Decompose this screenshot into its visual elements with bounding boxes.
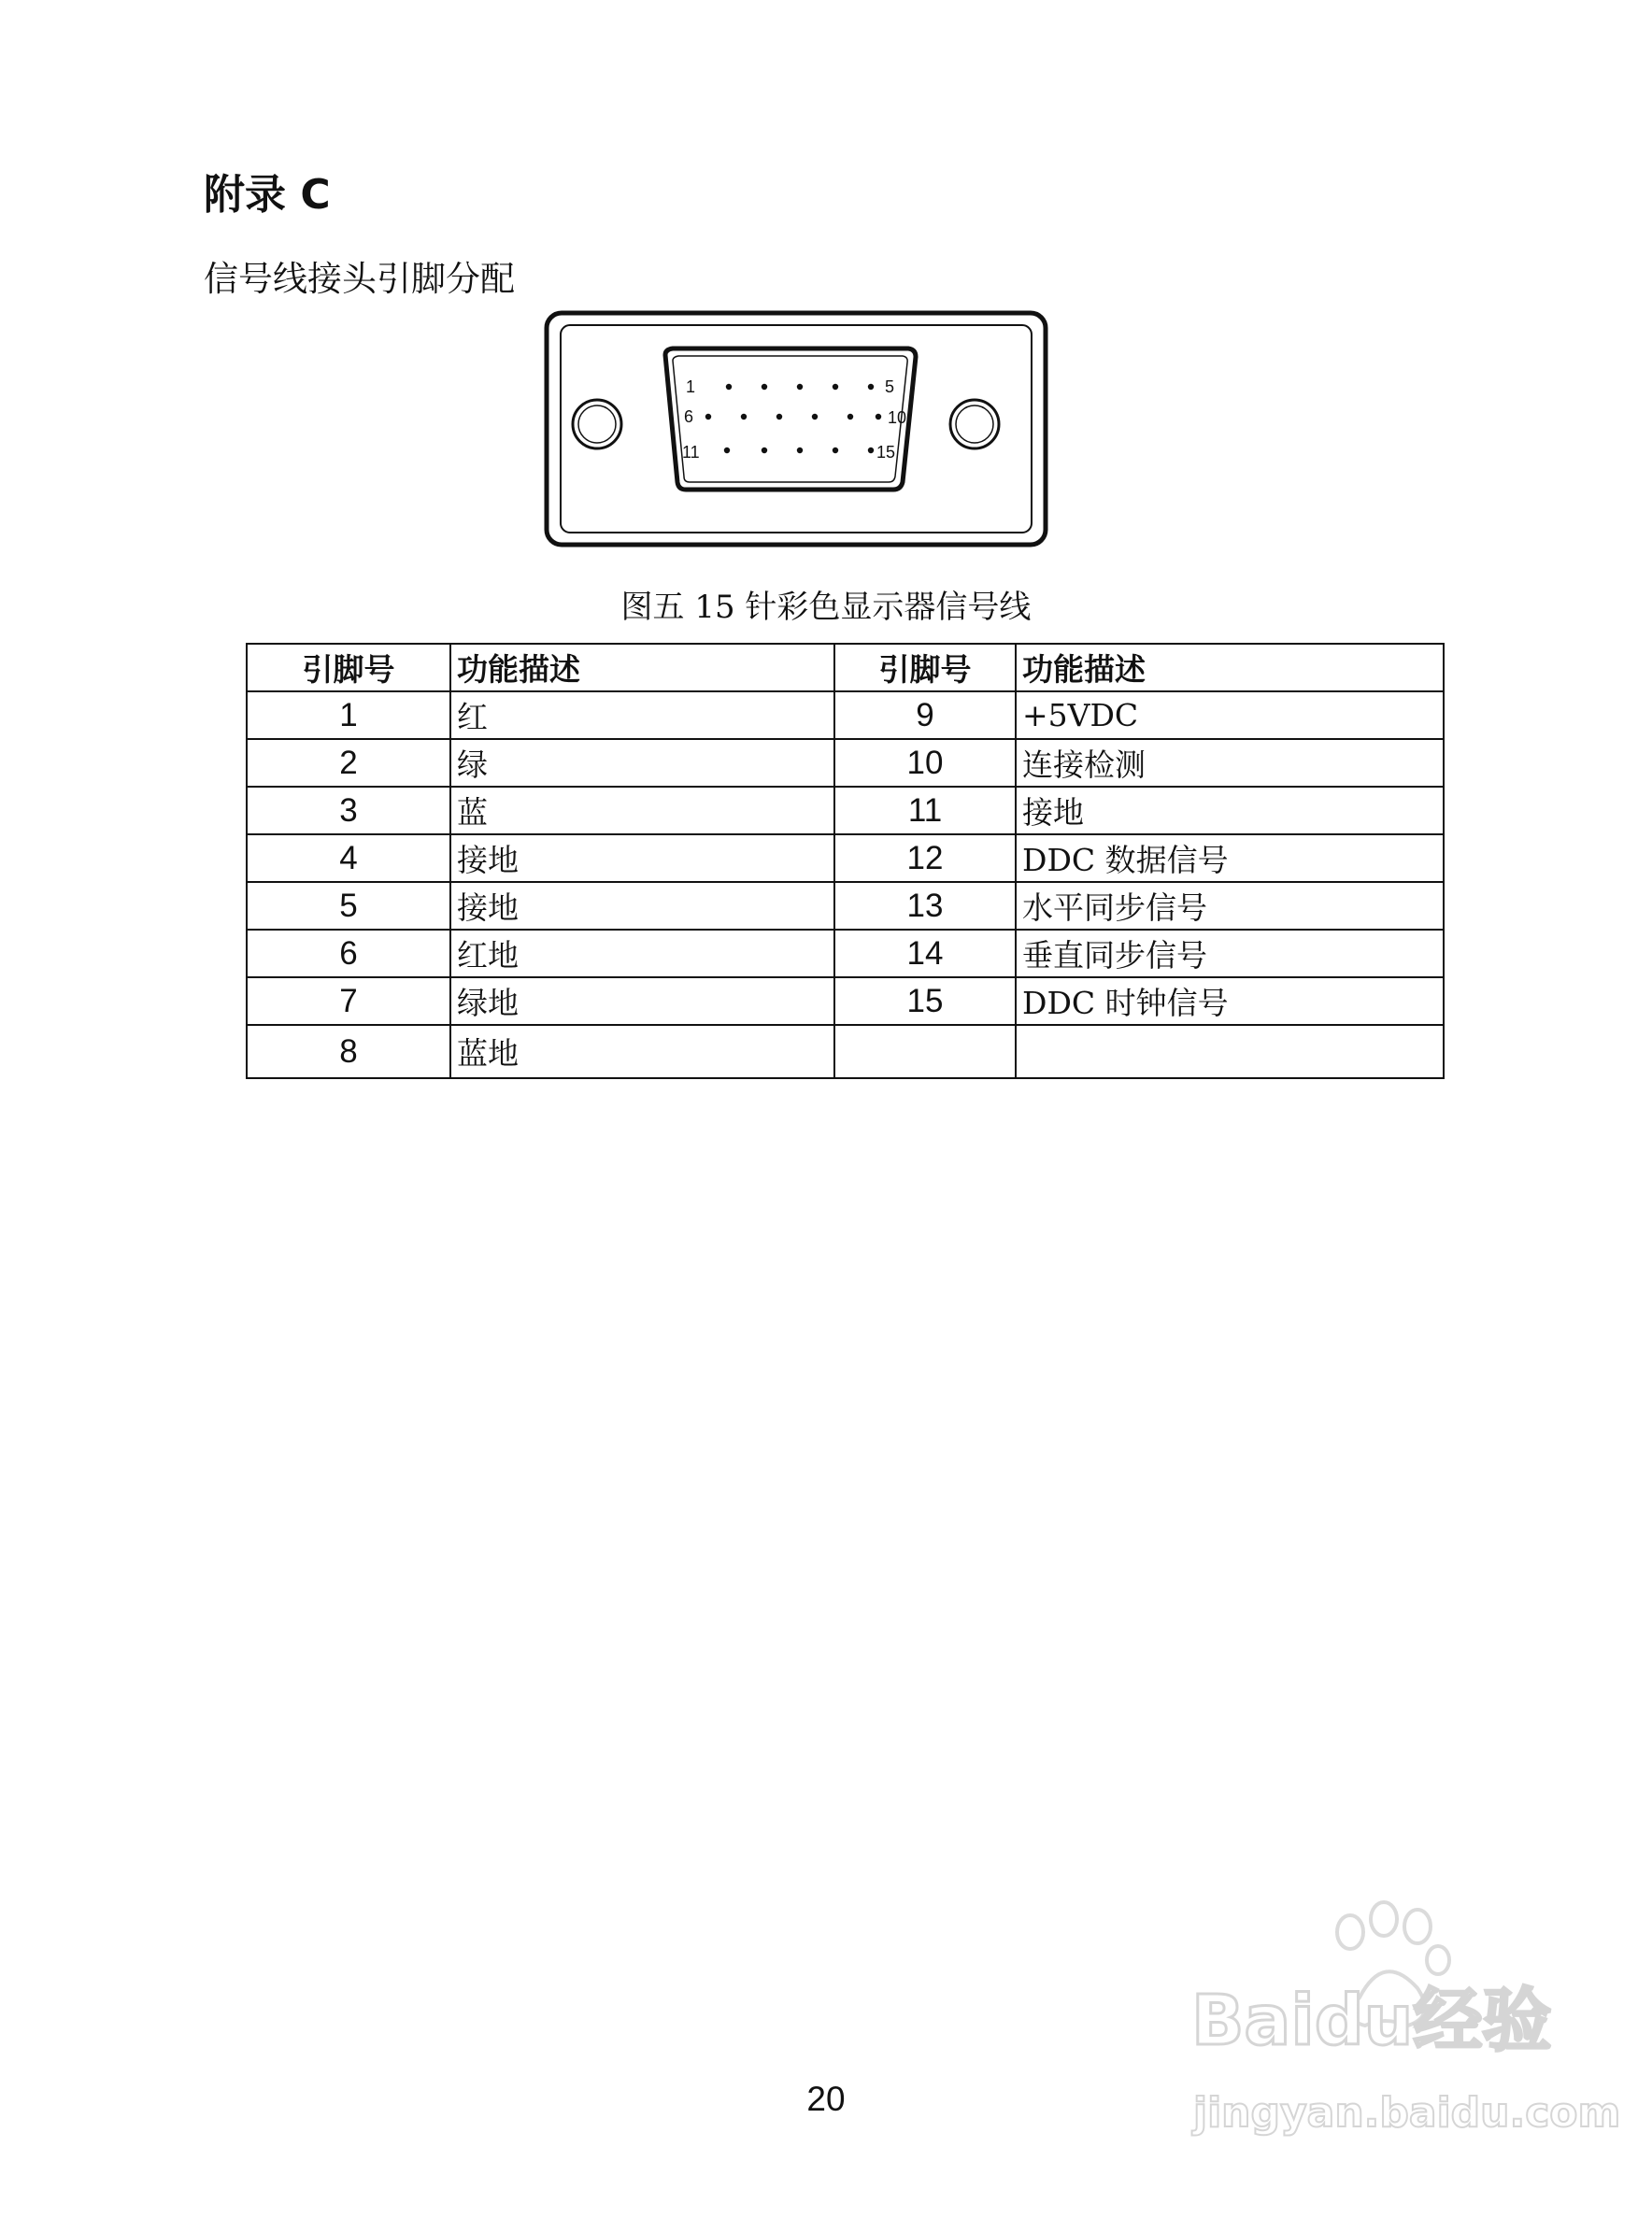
pin-function: 水平同步信号 xyxy=(1016,882,1444,930)
pin-function: 蓝 xyxy=(450,787,834,834)
pin-number: 14 xyxy=(834,930,1016,977)
watermark-logo: Baidu经验 xyxy=(1191,1981,1552,2061)
pin-label-1: 1 xyxy=(686,377,696,396)
pin-function: 垂直同步信号 xyxy=(1016,930,1444,977)
pin-number: 9 xyxy=(834,691,1016,739)
table-row xyxy=(247,834,1444,882)
pin-number: 10 xyxy=(834,739,1016,787)
pin-function: 绿 xyxy=(450,739,834,787)
pin-number: 6 xyxy=(247,930,450,977)
pin-number: 5 xyxy=(247,882,450,930)
pin-function: DDC 时钟信号 xyxy=(1016,977,1444,1025)
pin-label-15: 15 xyxy=(876,443,896,462)
pin-label-11: 11 xyxy=(682,443,700,462)
pin-function: 绿地 xyxy=(450,977,834,1025)
baidu-jingyan-watermark xyxy=(1173,1885,1621,2166)
pin-function: 接地 xyxy=(450,882,834,930)
table-row xyxy=(247,739,1444,787)
table-row xyxy=(247,882,1444,930)
header-pin-number: 引脚号 xyxy=(247,644,450,691)
pin-function: 蓝地 xyxy=(450,1025,834,1078)
pin-number: 8 xyxy=(247,1025,450,1078)
table-row xyxy=(247,1025,1444,1078)
pin-label-10: 10 xyxy=(888,408,907,427)
pin-function: 接地 xyxy=(450,834,834,882)
appendix-title: 附录 C xyxy=(204,171,331,219)
pin-function: 红 xyxy=(450,691,834,739)
pin-number: 12 xyxy=(834,834,1016,882)
pin-function: DDC 数据信号 xyxy=(1016,834,1444,882)
table-row xyxy=(247,930,1444,977)
pin-label-6: 6 xyxy=(684,407,694,426)
pin-assignment-table xyxy=(246,643,1445,1079)
pin-number: 2 xyxy=(247,739,450,787)
pin-number: 4 xyxy=(247,834,450,882)
pin-number: 7 xyxy=(247,977,450,1025)
pin-function: +5VDC xyxy=(1016,691,1444,739)
header-function: 功能描述 xyxy=(1016,644,1444,691)
header-pin-number: 引脚号 xyxy=(834,644,1016,691)
pin-function: 红地 xyxy=(450,930,834,977)
figure-caption: 图五 15 针彩色显示器信号线 xyxy=(620,589,1032,626)
pin-number: 3 xyxy=(247,787,450,834)
pin-number: 1 xyxy=(247,691,450,739)
pin-number: 13 xyxy=(834,882,1016,930)
pin-function: 连接检测 xyxy=(1016,739,1444,787)
table-row xyxy=(247,691,1444,739)
table-row xyxy=(247,787,1444,834)
pin-number: 11 xyxy=(834,787,1016,834)
vga-connector-diagram xyxy=(544,310,1048,547)
table-row xyxy=(247,977,1444,1025)
header-function: 功能描述 xyxy=(450,644,834,691)
table-header-row xyxy=(247,644,1444,691)
page-number: 20 xyxy=(806,2080,846,2118)
pin-label-5: 5 xyxy=(885,377,895,396)
pin-function: 接地 xyxy=(1016,787,1444,834)
pin-number: 15 xyxy=(834,977,1016,1025)
pin-function xyxy=(1016,1025,1444,1078)
pin-number xyxy=(834,1025,1016,1078)
watermark-url: jingyan.baidu.com xyxy=(1193,2089,1621,2137)
section-subtitle: 信号线接头引脚分配 xyxy=(204,259,515,299)
